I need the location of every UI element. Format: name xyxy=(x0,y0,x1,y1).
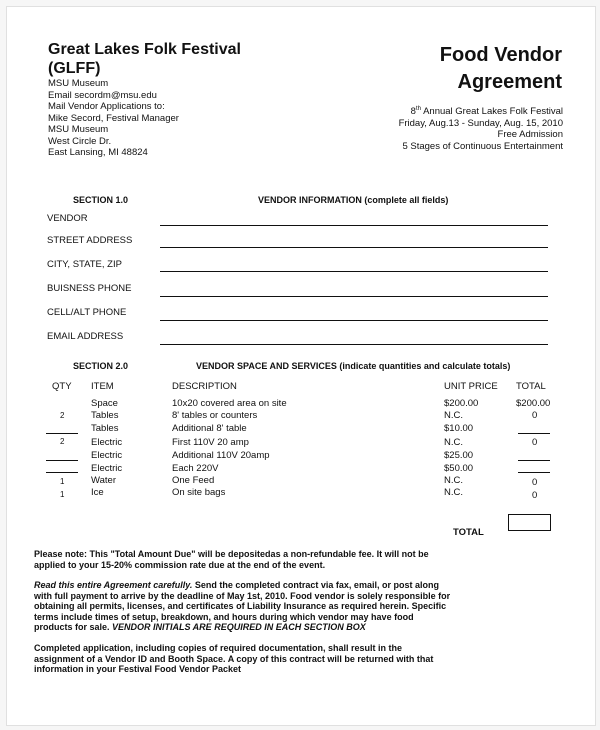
row-item: Space xyxy=(91,398,118,409)
city-state-zip-field[interactable] xyxy=(160,271,548,272)
row-description: On site bags xyxy=(172,487,226,498)
row-qty[interactable]: 2 xyxy=(60,437,65,446)
note-agreement xyxy=(34,580,454,633)
row-total: $200.00 xyxy=(516,398,551,409)
qty-blank-line[interactable] xyxy=(46,472,78,473)
cell-phone-field[interactable] xyxy=(160,320,548,321)
row-total: 0 xyxy=(532,410,538,421)
section2-title: VENDOR SPACE AND SERVICES (indicate quantities and calculate totals) xyxy=(196,361,511,371)
vendor-label: VENDOR xyxy=(47,213,88,224)
row-unit-price: $10.00 xyxy=(444,423,474,434)
section2-label: SECTION 2.0 xyxy=(73,361,129,371)
row-description: 10x20 covered area on site xyxy=(172,398,287,409)
total-blank-line[interactable] xyxy=(518,433,550,434)
row-description: 8' tables or counters xyxy=(172,410,258,421)
note-agreement-text: Send the completed contract via fax, email, or post along with full payment to arrive by the deadline of May 1st, 2010. Food vendor is solely responsible for obtaining all permits, licenses, and certificates of Liability Insurance as required herein. Specific terms include times of setup, breakdown, and hours during which vendor may have food products for sale. xyxy=(34,580,451,632)
organization-acronym: (GLFF) xyxy=(48,60,101,77)
business-phone-label: BUISNESS PHONE xyxy=(47,283,132,294)
row-item: Electric xyxy=(91,450,123,461)
row-description: First 110V 20 amp xyxy=(172,437,249,448)
total-blank-line[interactable] xyxy=(518,460,550,461)
total-label: TOTAL xyxy=(453,527,484,538)
row-item: Water xyxy=(91,475,116,486)
note-deposit: Please note: This "Total Amount Due" will be depositedas a non-refundable fee. It will not be applied to your 15-20% commission rate due at the end of the event. xyxy=(34,549,429,570)
email-address-label: EMAIL ADDRESS xyxy=(47,331,124,342)
total-column-header: TOTAL xyxy=(516,381,546,392)
row-item: Ice xyxy=(91,487,104,498)
event-admission: Free Admission xyxy=(497,129,563,141)
row-qty[interactable]: 2 xyxy=(60,411,65,420)
row-unit-price: $25.00 xyxy=(444,450,474,461)
row-unit-price: N.C. xyxy=(444,475,463,486)
address-line: Email secordm@msu.edu xyxy=(48,89,157,101)
organization-title xyxy=(48,40,241,78)
row-item: Electric xyxy=(91,463,123,474)
qty-column-header: QTY xyxy=(52,381,72,392)
row-unit-price: N.C. xyxy=(444,437,463,448)
item-column-header: ITEM xyxy=(91,381,114,392)
description-column-header: DESCRIPTION xyxy=(172,381,237,392)
document-title-line2: Agreement xyxy=(457,71,562,93)
address-line: MSU Museum xyxy=(48,124,109,135)
row-description: Each 220V xyxy=(172,463,219,474)
row-description: Additional 8' table xyxy=(172,423,247,434)
address-line: Mike Secord, Festival Manager xyxy=(48,112,179,124)
event-info xyxy=(399,104,563,152)
total-amount-box[interactable] xyxy=(508,514,551,531)
event-stages: 5 Stages of Continuous Entertainment xyxy=(402,140,563,152)
event-dates: Friday, Aug.13 - Sunday, Aug. 15, 2010 xyxy=(398,117,563,129)
row-unit-price: $200.00 xyxy=(444,398,479,409)
cell-phone-label: CELL/ALT PHONE xyxy=(47,307,127,318)
address-line: West Circle Dr. xyxy=(48,135,112,147)
note-initials-required: VENDOR INITIALS ARE REQUIRED IN EACH SECTION BOX xyxy=(109,622,366,632)
unit-price-column-header: UNIT PRICE xyxy=(444,381,498,392)
row-total: 0 xyxy=(532,477,538,488)
row-total: 0 xyxy=(532,437,538,448)
row-total: 0 xyxy=(532,490,538,501)
document-title-line1: Food Vendor xyxy=(439,44,562,66)
row-qty[interactable]: 1 xyxy=(60,490,65,499)
row-item: Electric xyxy=(91,437,123,448)
section1-label: SECTION 1.0 xyxy=(73,195,129,205)
row-unit-price: N.C. xyxy=(444,487,463,498)
address-line: Mail Vendor Applications to: xyxy=(48,101,165,112)
qty-blank-line[interactable] xyxy=(46,433,78,434)
address-line: East Lansing, MI 48824 xyxy=(48,147,148,158)
event-name: 8th Annual Great Lakes Folk Festival xyxy=(410,106,563,118)
contact-address-block xyxy=(48,78,248,159)
row-description: Additional 110V 20amp xyxy=(172,450,270,461)
street-address-field[interactable] xyxy=(160,247,548,248)
row-unit-price: $50.00 xyxy=(444,463,474,474)
note-completed-application: Completed application, including copies of required documentation, shall result in the assignment of a Vendor ID and Booth Space. A copy of this contract will be returned with that information in your Festival Food Vendor Packet xyxy=(34,643,434,674)
qty-blank-line[interactable] xyxy=(46,460,78,461)
row-description: One Feed xyxy=(172,475,215,486)
row-item: Tables xyxy=(91,410,119,421)
section1-title: VENDOR INFORMATION (complete all fields) xyxy=(258,195,449,205)
total-blank-line[interactable] xyxy=(518,472,550,473)
address-line: MSU Museum xyxy=(48,78,109,89)
email-address-field[interactable] xyxy=(160,344,548,345)
row-qty[interactable]: 1 xyxy=(60,477,65,486)
business-phone-field[interactable] xyxy=(160,296,548,297)
organization-name: Great Lakes Folk Festival xyxy=(48,41,241,58)
street-address-label: STREET ADDRESS xyxy=(47,235,133,246)
vendor-field[interactable] xyxy=(160,225,548,226)
row-unit-price: N.C. xyxy=(444,410,463,421)
note-agreement-italic: Read this entire Agreement carefully. xyxy=(34,580,193,590)
city-state-zip-label: CITY, STATE, ZIP xyxy=(47,259,122,270)
row-item: Tables xyxy=(91,423,119,434)
document-title xyxy=(440,42,562,96)
